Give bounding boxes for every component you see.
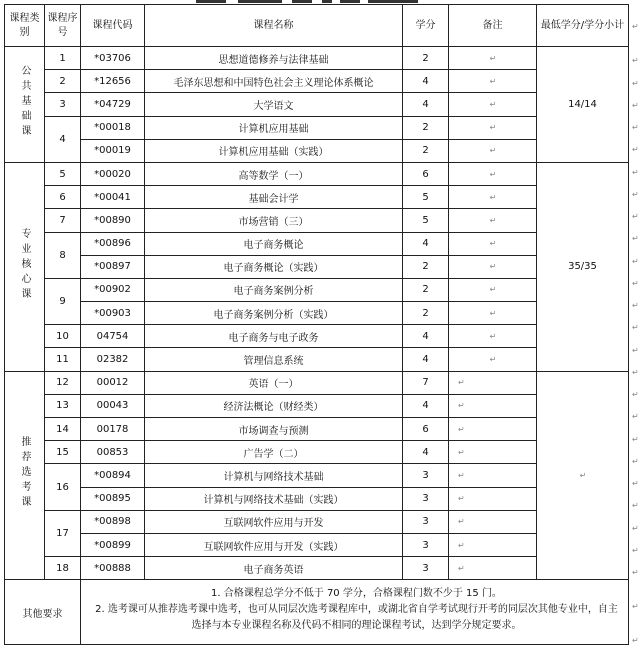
paragraph-marks-column: ↵ ↵ ↵ ↵ ↵ ↵ ↵ ↵ ↵ ↵ ↵ ↵ ↵ ↵ ↵ ↵ ↵ ↵ ↵ ↵ ↵ ↵ ↵ ↵ ↵ ↵ ↵ (632, 22, 639, 645)
name-cell: 管理信息系统 (145, 348, 403, 371)
credit-cell: 4 (403, 348, 449, 371)
code-cell: 00178 (81, 418, 145, 441)
header-note: 备注 (449, 5, 537, 47)
code-cell: *04729 (81, 93, 145, 116)
note-cell: ↵ (449, 394, 537, 417)
seq-cell: 16 (45, 464, 81, 510)
code-cell: 02382 (81, 348, 145, 371)
note-cell: ↵ (449, 557, 537, 580)
note-cell: ↵ (449, 487, 537, 510)
note-cell: ↵ (449, 371, 537, 394)
credit-cell: 3 (403, 533, 449, 556)
name-cell: 基础会计学 (145, 186, 403, 209)
table-row (5, 394, 629, 417)
note-cell: ↵ (449, 186, 537, 209)
table-row (5, 325, 629, 348)
table-row (5, 186, 629, 209)
code-cell: *00894 (81, 464, 145, 487)
credit-cell: 2 (403, 47, 449, 70)
credit-cell: 5 (403, 209, 449, 232)
seq-cell: 12 (45, 371, 81, 394)
name-cell: 广告学（二） (145, 441, 403, 464)
table-row (5, 93, 629, 116)
credit-cell: 4 (403, 70, 449, 93)
code-cell: *00895 (81, 487, 145, 510)
code-cell: 00043 (81, 394, 145, 417)
note-cell: ↵ (449, 441, 537, 464)
code-cell: *00020 (81, 162, 145, 185)
name-cell: 互联网软件应用与开发 (145, 510, 403, 533)
credit-cell: 3 (403, 510, 449, 533)
table-row (5, 232, 629, 255)
credit-cell: 4 (403, 325, 449, 348)
name-cell: 电子商务英语 (145, 557, 403, 580)
table-row (5, 116, 629, 139)
credit-cell: 2 (403, 116, 449, 139)
course-plan-table (4, 4, 629, 645)
table-row (5, 487, 629, 510)
code-cell: *00890 (81, 209, 145, 232)
table-row (5, 418, 629, 441)
credit-cell: 2 (403, 255, 449, 278)
seq-cell: 8 (45, 232, 81, 278)
code-cell: *00896 (81, 232, 145, 255)
note-cell: ↵ (449, 70, 537, 93)
code-cell: *00019 (81, 139, 145, 162)
seq-cell: 10 (45, 325, 81, 348)
table-row (5, 302, 629, 325)
note-cell: ↵ (449, 533, 537, 556)
name-cell: 电子商务概论（实践） (145, 255, 403, 278)
seq-cell: 6 (45, 186, 81, 209)
subtotal-cell: 14/14 (537, 47, 629, 163)
code-cell: *00902 (81, 278, 145, 301)
seq-cell: 2 (45, 70, 81, 93)
header-min-credit: 最低学分/学分小计 (537, 5, 629, 47)
name-cell: 计算机与网络技术基础（实践） (145, 487, 403, 510)
name-cell: 计算机应用基础（实践） (145, 139, 403, 162)
note-cell: ↵ (449, 232, 537, 255)
table-row (5, 255, 629, 278)
header-code: 课程代码 (81, 5, 145, 47)
category-cell: 推荐选考课 (5, 371, 45, 580)
credit-cell: 4 (403, 441, 449, 464)
name-cell: 市场调查与预测 (145, 418, 403, 441)
credit-cell: 3 (403, 464, 449, 487)
table-row (5, 557, 629, 580)
name-cell: 电子商务概论 (145, 232, 403, 255)
note-cell: ↵ (449, 325, 537, 348)
name-cell: 电子商务与电子政务 (145, 325, 403, 348)
other-requirement-1: 1. 合格课程总学分不低于 70 学分，合格课程门数不少于 15 门。 (211, 588, 502, 600)
name-cell: 市场营销（三） (145, 209, 403, 232)
credit-cell: 4 (403, 232, 449, 255)
seq-cell: 17 (45, 510, 81, 556)
name-cell: 电子商务案例分析（实践） (145, 302, 403, 325)
seq-cell: 4 (45, 116, 81, 162)
seq-cell: 13 (45, 394, 81, 417)
other-requirements-text (81, 580, 629, 645)
header-credit: 学分 (403, 5, 449, 47)
header-category: 课程类别 (5, 5, 45, 47)
code-cell: *00888 (81, 557, 145, 580)
note-cell: ↵ (449, 510, 537, 533)
table-row (5, 162, 629, 185)
name-cell: 计算机应用基础 (145, 116, 403, 139)
credit-cell: 2 (403, 139, 449, 162)
other-requirements-label: 其他要求 (5, 580, 81, 645)
name-cell: 高等数学（一） (145, 162, 403, 185)
note-cell: ↵ (449, 464, 537, 487)
table-row (5, 371, 629, 394)
note-cell: ↵ (449, 278, 537, 301)
note-cell: ↵ (449, 116, 537, 139)
code-cell: 00853 (81, 441, 145, 464)
table-row (5, 70, 629, 93)
table-row (5, 139, 629, 162)
seq-cell: 15 (45, 441, 81, 464)
code-cell: *00041 (81, 186, 145, 209)
credit-cell: 7 (403, 371, 449, 394)
seq-cell: 3 (45, 93, 81, 116)
credit-cell: 6 (403, 418, 449, 441)
code-cell: *12656 (81, 70, 145, 93)
credit-cell: 4 (403, 394, 449, 417)
other-requirement-2: 2. 选考课可从推荐选考课中选考，也可从同层次选考课程库中，或湖北省自学考试现行开考的同层次其他专业中，自主选择与本专业课程名称及代码不相同的理论课程考试，达到学分规定要求。 (95, 604, 618, 632)
table-row (5, 533, 629, 556)
seq-cell: 5 (45, 162, 81, 185)
note-cell: ↵ (449, 348, 537, 371)
name-cell: 互联网软件应用与开发（实践） (145, 533, 403, 556)
code-cell: *00898 (81, 510, 145, 533)
credit-cell: 3 (403, 487, 449, 510)
credit-cell: 6 (403, 162, 449, 185)
table-header-row (5, 5, 629, 47)
code-cell: *00899 (81, 533, 145, 556)
credit-cell: 2 (403, 278, 449, 301)
code-cell: 00012 (81, 371, 145, 394)
seq-cell: 9 (45, 278, 81, 324)
table-row (5, 464, 629, 487)
table-row (5, 278, 629, 301)
table-row (5, 209, 629, 232)
credit-cell: 2 (403, 302, 449, 325)
credit-cell: 3 (403, 557, 449, 580)
code-cell: *00018 (81, 116, 145, 139)
subtotal-cell: 35/35 (537, 162, 629, 371)
note-cell: ↵ (449, 139, 537, 162)
note-cell: ↵ (449, 255, 537, 278)
note-cell: ↵ (449, 418, 537, 441)
code-cell: *00903 (81, 302, 145, 325)
subtotal-cell: ↵ (537, 371, 629, 580)
table-row (5, 47, 629, 70)
seq-cell: 18 (45, 557, 81, 580)
header-seq: 课程序号 (45, 5, 81, 47)
header-name: 课程名称 (145, 5, 403, 47)
category-cell: 公共基础课 (5, 47, 45, 163)
name-cell: 英语（一） (145, 371, 403, 394)
code-cell: *00897 (81, 255, 145, 278)
seq-cell: 1 (45, 47, 81, 70)
category-cell: 专业核心课 (5, 162, 45, 371)
table-row (5, 348, 629, 371)
table-row (5, 441, 629, 464)
name-cell: 思想道德修养与法律基础 (145, 47, 403, 70)
code-cell: *03706 (81, 47, 145, 70)
note-cell: ↵ (449, 209, 537, 232)
credit-cell: 4 (403, 93, 449, 116)
other-requirements-row (5, 580, 629, 645)
note-cell: ↵ (449, 47, 537, 70)
name-cell: 经济法概论（财经类） (145, 394, 403, 417)
note-cell: ↵ (449, 162, 537, 185)
name-cell: 毛泽东思想和中国特色社会主义理论体系概论 (145, 70, 403, 93)
seq-cell: 11 (45, 348, 81, 371)
seq-cell: 14 (45, 418, 81, 441)
table-row (5, 510, 629, 533)
note-cell: ↵ (449, 302, 537, 325)
note-cell: ↵ (449, 93, 537, 116)
name-cell: 电子商务案例分析 (145, 278, 403, 301)
credit-cell: 5 (403, 186, 449, 209)
seq-cell: 7 (45, 209, 81, 232)
code-cell: 04754 (81, 325, 145, 348)
name-cell: 大学语文 (145, 93, 403, 116)
name-cell: 计算机与网络技术基础 (145, 464, 403, 487)
